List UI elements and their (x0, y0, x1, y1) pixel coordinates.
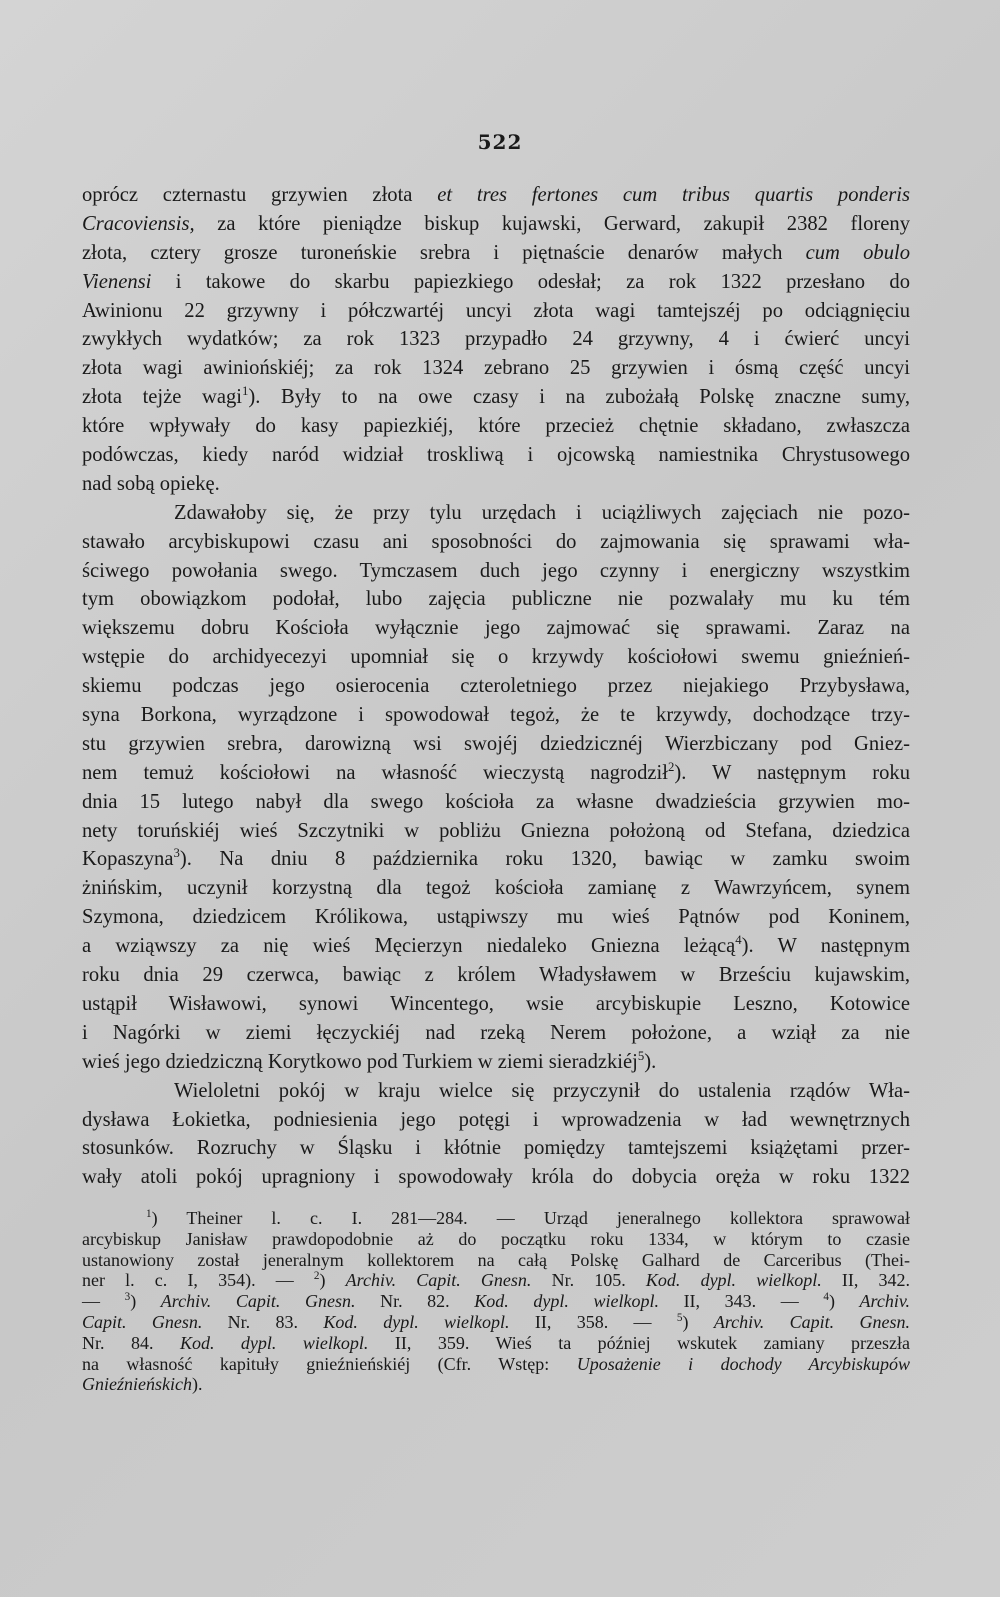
body-line (82, 903, 910, 932)
italic-text: Gnieźnieńskich (82, 1374, 192, 1395)
text-segment: nety toruńskiéj wieś Szczytniki w pobliżu Gniezna położoną od Stefana, dziedzica (82, 819, 910, 842)
body-line (82, 499, 910, 528)
body-line (82, 297, 910, 326)
text-segment: II, 342. (821, 1270, 911, 1291)
body-line (82, 557, 910, 586)
body-line (82, 354, 910, 383)
text-segment: — (82, 1291, 125, 1312)
body-line (82, 817, 910, 846)
body-line (82, 1019, 910, 1048)
text-segment: wały atoli pokój upragniony i spowodowały króla do dobycia oręża w roku 1322 (82, 1166, 910, 1189)
text-segment: większemu dobru Kościoła wyłącznie jego zajmować się sprawami. Zaraz na (82, 617, 910, 640)
footnote-marker: 5 (637, 1048, 645, 1063)
body-line (82, 325, 910, 354)
text-segment: syna Borkona, wyrządzone i spowodował tegoż, że te krzywdy, dochodzące trzy- (82, 704, 910, 727)
text-segment: II, 358. — (509, 1311, 677, 1332)
text-segment: i Nagórki w ziemi łęczyckiéj nad rzeką Nerem położone, a wziął za nie (82, 1021, 910, 1044)
body-line (82, 441, 910, 470)
text-segment: Awinionu 22 grzywny i półczwartéj uncyi złota wagi tamtejszéj po odciągnięciu (82, 299, 910, 322)
text-segment: ustąpił Wisławowi, synowi Wincentego, wsie arcybiskupie Leszno, Kotowice (82, 992, 910, 1015)
text-segment: ) (828, 1291, 860, 1312)
text-segment: podówczas, kiedy naród widział troskliwą i ojcowską namiestnika Chrystusowego (82, 444, 910, 467)
text-segment: ). (191, 1374, 203, 1395)
text-segment: stawało arcybiskupowi czasu ani sposobności do zajmowania się sprawami wła- (82, 530, 910, 553)
body-line (82, 585, 910, 614)
footnote-marker: 3 (124, 1291, 131, 1304)
italic-text: Kod. dypl. wielkopl. (179, 1332, 369, 1353)
text-segment: nem temuż kościołowi na własność wieczystą nagrodził (82, 761, 668, 784)
text-segment: ). W następnym (741, 935, 910, 958)
footnote-line (82, 1333, 910, 1354)
italic-text: Capit. Gnesn. (82, 1311, 203, 1332)
text-segment: za które pieniądze biskup kujawski, Gerward, zakupił 2382 floreny (194, 212, 910, 235)
body-line (82, 528, 910, 557)
page-number: 522 (477, 130, 523, 154)
text-segment: Nr. 82. (355, 1291, 475, 1312)
text-segment: Nr. 84. (82, 1332, 180, 1353)
text-segment: ) (130, 1291, 161, 1312)
text-segment: które wpływały do kasy papiezkiéj, które przecież chętnie składano, zwłaszcza (82, 415, 910, 438)
text-segment: oprócz czternastu grzywien złota (82, 184, 438, 206)
text-segment: tym obowiązkom podołał, lubo zajęcia publiczne nie pozwalały mu ku tém (82, 588, 910, 611)
italic-text: Uposażenie i dochody Arcybiskupów (576, 1353, 910, 1374)
footnote-line (82, 1312, 910, 1333)
body-line (82, 932, 910, 961)
italic-text: Kod. dypl. wielkopl. (645, 1270, 822, 1291)
footnote-marker: 1 (146, 1208, 152, 1220)
footnote-line (82, 1291, 910, 1312)
text-segment: ner l. c. I, 354). — (82, 1270, 314, 1291)
text-segment: stosunków. Rozruchy w Śląsku i kłótnie pomiędzy tamtejszemi książętami przer- (82, 1137, 910, 1160)
body-line (82, 1106, 910, 1135)
body-line (82, 730, 910, 759)
body-line (82, 759, 910, 788)
text-segment: nad sobą opiekę. (82, 472, 220, 495)
text-segment: Kopaszyna (82, 848, 174, 871)
footnote-marker: 5 (676, 1311, 683, 1324)
footnote-line (82, 1374, 910, 1395)
text-segment: złota tejże wagi (82, 386, 243, 409)
text-segment: ). (644, 1050, 657, 1073)
body-line (82, 1077, 910, 1106)
footnote-line (82, 1229, 910, 1250)
text-segment: II, 359. Wieś ta później wskutek zamiany przeszła (368, 1332, 911, 1353)
footnote-marker: 2 (313, 1270, 320, 1283)
body-line (82, 268, 910, 297)
italic-text: Cracoviensis, (82, 212, 195, 235)
footnote-marker: 2 (667, 759, 675, 774)
body-line (82, 470, 910, 499)
text-segment: II, 343. — (658, 1291, 824, 1312)
body-line (82, 643, 910, 672)
text-segment: stu grzywien srebra, darowizną wsi swojéj dziedzicznéj Wierzbiczany pod Gniez- (82, 732, 910, 755)
italic-text: Archiv. Capit. Gnesn. (160, 1291, 356, 1312)
text-segment: ściwego powołania swego. Tymczasem duch jego czynny i energiczny wszystkim (82, 559, 910, 582)
body-line (82, 181, 910, 210)
italic-text: Vienensi (82, 270, 152, 293)
footnotes (82, 1208, 910, 1395)
text-segment: wstępie do archidyecezyi upomniał się o krzywdy kościołowi swemu gnieźnień- (82, 646, 910, 669)
text-segment: ). Były to na owe czasy i na zubożałą Polskę znaczne sumy, (248, 386, 910, 409)
italic-text: Archiv. Capit. Gnesn. (713, 1311, 910, 1332)
text-segment: Nr. 105. (531, 1270, 646, 1291)
italic-text: Archiv. (859, 1291, 911, 1312)
text-segment: Zdawałoby się, że przy tylu urzędach i uciążliwych zajęciach nie pozo- (174, 501, 910, 524)
body-line (82, 1163, 910, 1192)
body-line (82, 672, 910, 701)
text-segment: skiemu podczas jego osierocenia czteroletniego przez niejakiego Przybysława, (82, 675, 910, 698)
body-line (82, 239, 910, 268)
body-line (82, 874, 910, 903)
footnote-marker: 4 (823, 1291, 829, 1304)
body-line (82, 1134, 910, 1163)
text-segment: Wieloletni pokój w kraju wielce się przyczynił do ustalenia rządów Wła- (174, 1079, 910, 1102)
text-segment: a wziąwszy za nię wieś Męcierzyn niedaleko Gniezna leżącą (82, 935, 736, 958)
text-segment: dnia 15 lutego nabył dla swego kościoła za własne dwadzieścia grzywien mo- (82, 790, 910, 813)
italic-text: cum obulo (805, 241, 911, 264)
italic-text: Kod. dypl. wielkopl. (323, 1311, 510, 1332)
text-segment: na własność kapituły gnieźnieńskiéj (Cfr. Wstęp: (82, 1353, 577, 1374)
body-line (82, 961, 910, 990)
text-segment: ustanowiony został jeneralnym kollektorem na całą Polskę Galhard de Carceribus (Thei- (82, 1249, 910, 1270)
text-segment: Nr. 83. (202, 1311, 324, 1332)
text-segment: wieś jego dziedziczną Korytkowo pod Turkiem w ziemi sieradzkiéj (82, 1050, 638, 1073)
text-segment: dysława Łokietka, podniesienia jego potęgi i wprowadzenia w ład wewnętrznych (82, 1108, 910, 1131)
body-line (82, 614, 910, 643)
body-line (82, 845, 910, 874)
text-segment: ) (319, 1270, 346, 1291)
body-line (82, 788, 910, 817)
body-line (82, 1048, 910, 1077)
text-segment: roku dnia 29 czerwca, bawiąc z królem Władysławem w Brześciu kujawskim, (82, 964, 910, 987)
body-line (82, 701, 910, 730)
italic-text: Kod. dypl. wielkopl. (474, 1291, 659, 1312)
footnote-line (82, 1208, 910, 1229)
italic-text: Archiv. Capit. Gnesn. (345, 1270, 532, 1291)
text-segment: ). W następnym roku (674, 761, 910, 784)
text-segment: Szymona, dziedzicem Królikowa, ustąpiwszy mu wieś Pątnów pod Koninem, (82, 906, 910, 929)
text-segment: arcybiskup Janisław prawdopodobnie aż do początku roku 1334, w którym to czasie (82, 1228, 910, 1249)
footnote-line (82, 1250, 910, 1271)
footnote-marker: 3 (173, 846, 180, 861)
text-segment: zwykłych wydatków; za rok 1323 przypadło 24 grzywny, 4 i ćwierć uncyi (82, 328, 910, 351)
text-segment: ) (682, 1311, 714, 1332)
body-line (82, 412, 910, 441)
italic-text: et tres fertones cum tribus quartis ponderis (437, 184, 910, 206)
body-text (82, 181, 910, 1192)
text-segment: i takowe do skarbu papiezkiego odesłał; za rok 1322 przesłano do (151, 270, 910, 293)
body-line (82, 990, 910, 1019)
footnote-marker: 1 (242, 384, 249, 399)
body-line (82, 383, 910, 412)
footnote-line (82, 1270, 910, 1291)
text-segment: złota, cztery grosze turoneńskie srebra i piętnaście denarów małych (82, 241, 806, 264)
footnote-line (82, 1354, 910, 1375)
text-segment: złota wagi awiniońskiéj; za rok 1324 zebrano 25 grzywien i ósmą część uncyi (82, 357, 910, 380)
text-segment: ). Na dniu 8 października roku 1320, bawiąc w zamku swoim (179, 848, 910, 871)
text-segment: ) Theiner l. c. I. 281—284. — Urząd jeneralnego kollektora sprawował (151, 1208, 910, 1228)
text-segment: żnińskim, uczynił korzystną dla tegoż kościoła zamianę z Wawrzyńcem, synem (82, 877, 910, 900)
footnote-marker: 4 (735, 933, 742, 948)
body-line (82, 210, 910, 239)
